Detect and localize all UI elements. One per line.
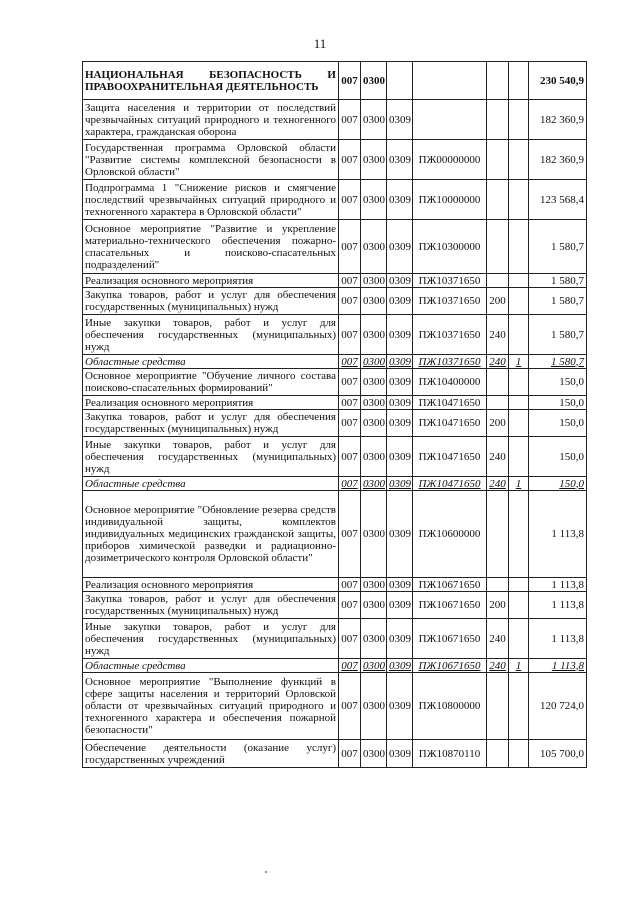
table-row <box>83 220 587 274</box>
row-section-code: 0300 <box>361 740 387 768</box>
row-source-code <box>509 673 529 740</box>
row-ved-code: 007 <box>339 740 361 768</box>
row-subsection-code: 0309 <box>387 220 413 274</box>
row-target-article-code: ПЖ10000000 <box>413 180 487 220</box>
row-section-code: 0300 <box>361 288 387 315</box>
table-row <box>83 369 587 396</box>
row-name: Областные средства <box>83 477 339 491</box>
table-row <box>83 355 587 369</box>
row-subsection-code: 0309 <box>387 437 413 477</box>
row-name: Основное мероприятие "Выполнение функций в сфере защиты населения и территорий Орловской области от чрезвычайных ситуаций природного и техногенного характера и обеспечения пожарной безопасности" <box>83 673 339 740</box>
row-name: Иные закупки товаров, работ и услуг для обеспечения государственных (муниципальных) нужд <box>83 315 339 355</box>
row-amount: 1 113,8 <box>529 592 587 619</box>
row-section-code: 0300 <box>361 396 387 410</box>
row-ved-code: 007 <box>339 288 361 315</box>
row-amount: 150,0 <box>529 396 587 410</box>
row-source-code <box>509 396 529 410</box>
row-subsection-code: 0309 <box>387 619 413 659</box>
row-target-article-code: ПЖ10671650 <box>413 578 487 592</box>
row-target-article-code: ПЖ10671650 <box>413 619 487 659</box>
row-target-article-code: ПЖ10800000 <box>413 673 487 740</box>
row-subsection-code: 0309 <box>387 659 413 673</box>
row-name: Областные средства <box>83 355 339 369</box>
row-amount: 1 113,8 <box>529 619 587 659</box>
row-name: Закупка товаров, работ и услуг для обеспечения государственных (муниципальных) нужд <box>83 592 339 619</box>
row-target-article-code: ПЖ10471650 <box>413 477 487 491</box>
table-row <box>83 396 587 410</box>
row-amount: 1 580,7 <box>529 315 587 355</box>
table-row <box>83 477 587 491</box>
row-amount: 1 580,7 <box>529 220 587 274</box>
row-target-article-code: ПЖ10471650 <box>413 396 487 410</box>
row-source-code <box>509 369 529 396</box>
row-expense-type-code <box>487 369 509 396</box>
row-source-code: 1 <box>509 355 529 369</box>
row-section-code: 0300 <box>361 220 387 274</box>
row-ved-code: 007 <box>339 477 361 491</box>
row-ved-code: 007 <box>339 140 361 180</box>
row-section-code: 0300 <box>361 578 387 592</box>
row-name: Основное мероприятие "Развитие и укрепление материально-технического обеспечения пожарно-спасательных и поисково-спасательных подразделений" <box>83 220 339 274</box>
row-name: Иные закупки товаров, работ и услуг для обеспечения государственных (муниципальных) нужд <box>83 437 339 477</box>
row-target-article-code: ПЖ10671650 <box>413 659 487 673</box>
table-row <box>83 578 587 592</box>
table-row <box>83 619 587 659</box>
row-expense-type-code <box>487 140 509 180</box>
row-ved-code: 007 <box>339 491 361 578</box>
row-amount: 1 113,8 <box>529 491 587 578</box>
row-amount: 1 113,8 <box>529 659 587 673</box>
row-source-code <box>509 592 529 619</box>
row-target-article-code: ПЖ10371650 <box>413 315 487 355</box>
row-ved-code: 007 <box>339 410 361 437</box>
table-row <box>83 410 587 437</box>
row-amount: 120 724,0 <box>529 673 587 740</box>
budget-table <box>82 61 587 768</box>
row-source-code <box>509 740 529 768</box>
page-number: 11 <box>313 36 327 51</box>
row-subsection-code: 0309 <box>387 477 413 491</box>
row-amount: 150,0 <box>529 369 587 396</box>
row-ved-code: 007 <box>339 274 361 288</box>
row-amount: 150,0 <box>529 437 587 477</box>
row-expense-type-code: 240 <box>487 619 509 659</box>
row-section-code: 0300 <box>361 673 387 740</box>
row-target-article-code: ПЖ10671650 <box>413 592 487 619</box>
table-row <box>83 274 587 288</box>
row-name: Иные закупки товаров, работ и услуг для обеспечения государственных (муниципальных) нужд <box>83 619 339 659</box>
row-ved-code: 007 <box>339 369 361 396</box>
row-name: Основное мероприятие "Обновление резерва средств индивидуальной защиты, комплектов индивидуальных медицинских гражданской защиты, приборов химической разведки и радиационно-дозиметрического контроля Орловской области" <box>83 491 339 578</box>
row-ved-code: 007 <box>339 180 361 220</box>
row-target-article-code: ПЖ10600000 <box>413 491 487 578</box>
row-subsection-code: 0309 <box>387 140 413 180</box>
row-target-article-code: ПЖ10471650 <box>413 410 487 437</box>
row-amount: 150,0 <box>529 410 587 437</box>
row-amount: 1 113,8 <box>529 578 587 592</box>
row-subsection-code: 0309 <box>387 180 413 220</box>
row-ved-code: 007 <box>339 673 361 740</box>
table-row <box>83 740 587 768</box>
row-name: Основное мероприятие "Обучение личного состава поисково-спасательных формирований" <box>83 369 339 396</box>
table-row <box>83 100 587 140</box>
row-expense-type-code <box>487 274 509 288</box>
row-source-code: 1 <box>509 477 529 491</box>
row-expense-type-code: 200 <box>487 288 509 315</box>
row-ved-code: 007 <box>339 220 361 274</box>
row-source-code <box>509 100 529 140</box>
row-subsection-code: 0309 <box>387 740 413 768</box>
row-target-article-code <box>413 100 487 140</box>
row-source-code <box>509 274 529 288</box>
row-subsection-code: 0309 <box>387 274 413 288</box>
row-name: Реализация основного мероприятия <box>83 578 339 592</box>
row-ved-code: 007 <box>339 100 361 140</box>
row-target-article-code: ПЖ00000000 <box>413 140 487 180</box>
row-name: Реализация основного мероприятия <box>83 396 339 410</box>
row-target-article-code: ПЖ10400000 <box>413 369 487 396</box>
table-row <box>83 140 587 180</box>
row-section-code: 0300 <box>361 437 387 477</box>
row-expense-type-code <box>487 673 509 740</box>
row-source-code: 1 <box>509 659 529 673</box>
row-name: Государственная программа Орловской области "Развитие системы комплексной безопасности в Орловской области" <box>83 140 339 180</box>
row-subsection-code: 0309 <box>387 288 413 315</box>
row-source-code <box>509 410 529 437</box>
row-subsection-code: 0309 <box>387 578 413 592</box>
row-ved-code: 007 <box>339 396 361 410</box>
row-name: Реализация основного мероприятия <box>83 274 339 288</box>
row-name: Областные средства <box>83 659 339 673</box>
row-section-code: 0300 <box>361 274 387 288</box>
row-amount: 150,0 <box>529 477 587 491</box>
row-ved-code: 007 <box>339 315 361 355</box>
row-expense-type-code <box>487 220 509 274</box>
row-amount: 1 580,7 <box>529 274 587 288</box>
row-name: Защита населения и территории от последствий чрезвычайных ситуаций природного и техногенного характера, гражданская оборона <box>83 100 339 140</box>
row-amount: 182 360,9 <box>529 100 587 140</box>
row-amount: 182 360,9 <box>529 140 587 180</box>
row-amount: 105 700,0 <box>529 740 587 768</box>
table-row <box>83 491 587 578</box>
row-subsection-code: 0309 <box>387 369 413 396</box>
row-subsection-code: 0309 <box>387 491 413 578</box>
row-target-article-code: ПЖ10870110 <box>413 740 487 768</box>
row-section-code: 0300 <box>361 315 387 355</box>
row-section-code: 0300 <box>361 140 387 180</box>
row-amount: 230 540,9 <box>529 62 587 100</box>
table-row <box>83 315 587 355</box>
row-section-code: 0300 <box>361 62 387 100</box>
row-source-code <box>509 437 529 477</box>
budget-table-body <box>83 62 587 768</box>
row-section-code: 0300 <box>361 100 387 140</box>
row-subsection-code: 0309 <box>387 100 413 140</box>
row-expense-type-code <box>487 180 509 220</box>
row-source-code <box>509 315 529 355</box>
row-expense-type-code: 240 <box>487 355 509 369</box>
row-ved-code: 007 <box>339 355 361 369</box>
row-target-article-code: ПЖ10371650 <box>413 355 487 369</box>
row-source-code <box>509 288 529 315</box>
row-source-code <box>509 220 529 274</box>
row-expense-type-code <box>487 491 509 578</box>
row-source-code <box>509 619 529 659</box>
table-row <box>83 673 587 740</box>
row-ved-code: 007 <box>339 592 361 619</box>
row-section-code: 0300 <box>361 369 387 396</box>
row-name: НАЦИОНАЛЬНАЯ БЕЗОПАСНОСТЬ И ПРАВООХРАНИТЕЛЬНАЯ ДЕЯТЕЛЬНОСТЬ <box>83 62 339 100</box>
row-expense-type-code <box>487 62 509 100</box>
row-section-code: 0300 <box>361 410 387 437</box>
row-section-code: 0300 <box>361 592 387 619</box>
row-target-article-code: ПЖ10300000 <box>413 220 487 274</box>
row-amount: 1 580,7 <box>529 355 587 369</box>
row-expense-type-code <box>487 396 509 410</box>
row-source-code <box>509 62 529 100</box>
row-ved-code: 007 <box>339 578 361 592</box>
row-section-code: 0300 <box>361 180 387 220</box>
row-subsection-code: 0309 <box>387 315 413 355</box>
row-section-code: 0300 <box>361 659 387 673</box>
row-expense-type-code: 240 <box>487 315 509 355</box>
table-row <box>83 288 587 315</box>
row-source-code <box>509 140 529 180</box>
row-ved-code: 007 <box>339 62 361 100</box>
row-expense-type-code <box>487 740 509 768</box>
row-subsection-code: 0309 <box>387 592 413 619</box>
row-subsection-code: 0309 <box>387 355 413 369</box>
table-row <box>83 659 587 673</box>
row-expense-type-code <box>487 100 509 140</box>
table-row <box>83 437 587 477</box>
row-section-code: 0300 <box>361 477 387 491</box>
row-expense-type-code: 240 <box>487 477 509 491</box>
row-source-code <box>509 180 529 220</box>
row-name: Закупка товаров, работ и услуг для обеспечения государственных (муниципальных) нужд <box>83 410 339 437</box>
table-row <box>83 592 587 619</box>
row-subsection-code: 0309 <box>387 410 413 437</box>
row-subsection-code: 0309 <box>387 673 413 740</box>
row-expense-type-code: 200 <box>487 592 509 619</box>
row-subsection-code <box>387 62 413 100</box>
row-expense-type-code: 240 <box>487 659 509 673</box>
row-ved-code: 007 <box>339 437 361 477</box>
row-subsection-code: 0309 <box>387 396 413 410</box>
table-row <box>83 180 587 220</box>
row-target-article-code <box>413 62 487 100</box>
row-target-article-code: ПЖ10371650 <box>413 274 487 288</box>
row-ved-code: 007 <box>339 619 361 659</box>
row-section-code: 0300 <box>361 619 387 659</box>
row-target-article-code: ПЖ10371650 <box>413 288 487 315</box>
row-amount: 123 568,4 <box>529 180 587 220</box>
row-target-article-code: ПЖ10471650 <box>413 437 487 477</box>
row-amount: 1 580,7 <box>529 288 587 315</box>
row-source-code <box>509 578 529 592</box>
row-expense-type-code <box>487 578 509 592</box>
row-section-code: 0300 <box>361 355 387 369</box>
row-name: Подпрограмма 1 "Снижение рисков и смягчение последствий чрезвычайных ситуаций природного и техногенного характера в Орловской области" <box>83 180 339 220</box>
row-source-code <box>509 491 529 578</box>
scan-speck <box>265 871 267 873</box>
row-name: Обеспечение деятельности (оказание услуг) государственных учреждений <box>83 740 339 768</box>
row-expense-type-code: 240 <box>487 437 509 477</box>
row-ved-code: 007 <box>339 659 361 673</box>
row-name: Закупка товаров, работ и услуг для обеспечения государственных (муниципальных) нужд <box>83 288 339 315</box>
table-row <box>83 62 587 100</box>
row-section-code: 0300 <box>361 491 387 578</box>
row-expense-type-code: 200 <box>487 410 509 437</box>
